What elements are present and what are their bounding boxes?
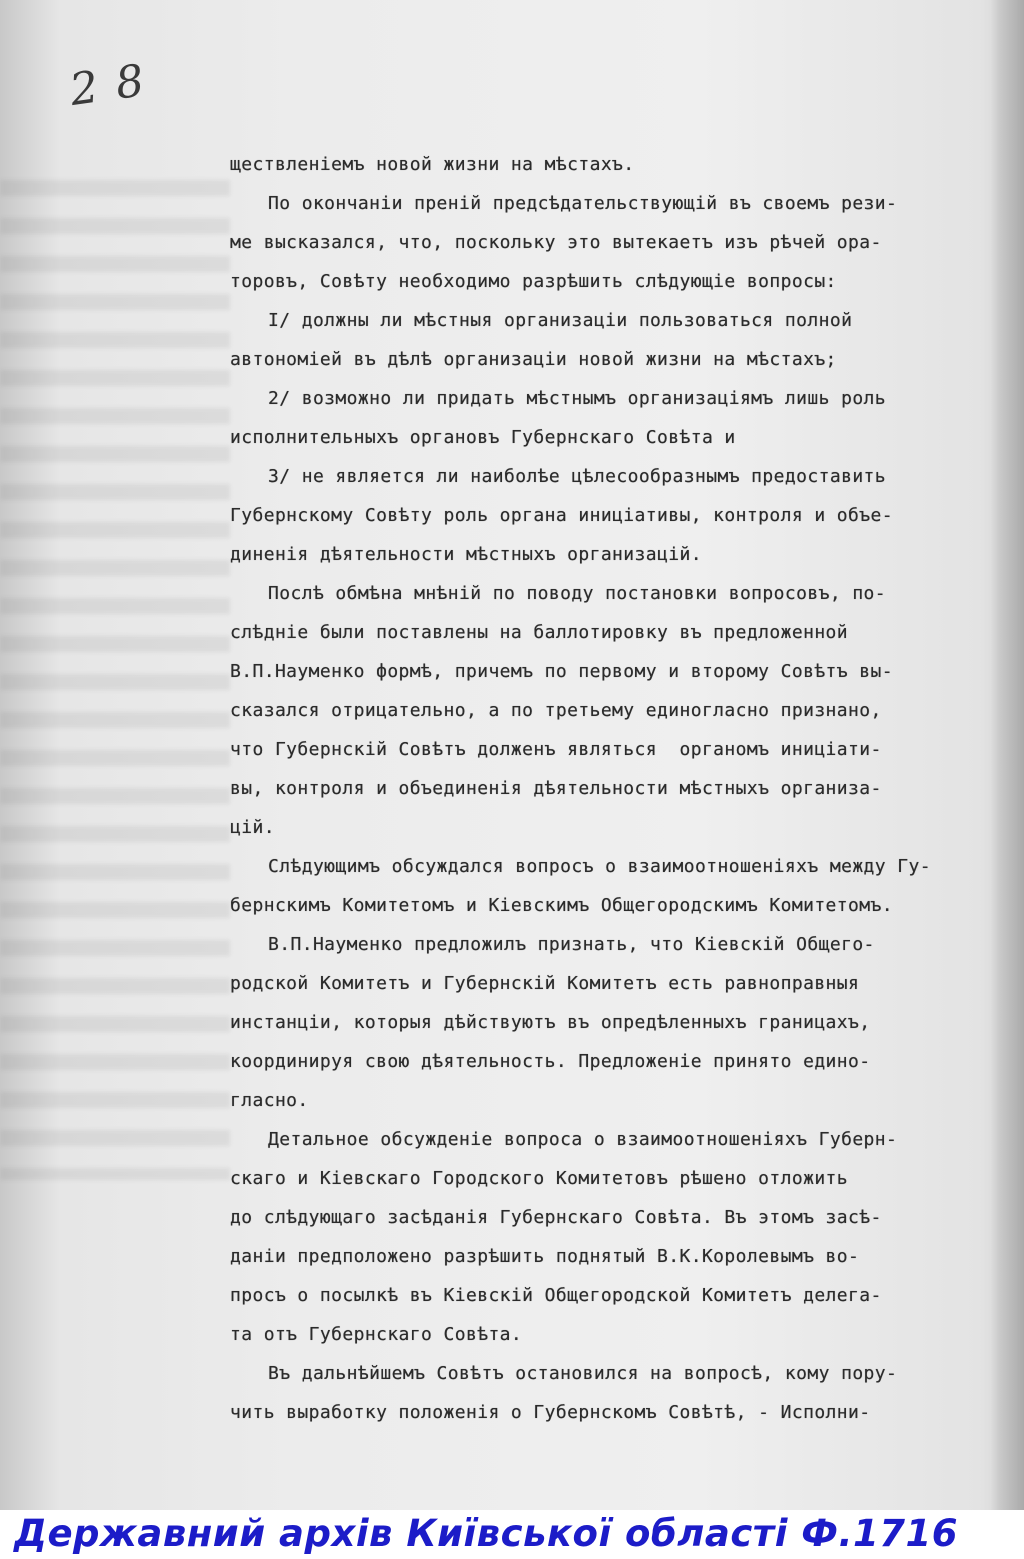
text-line: та отъ Губернскаго Совѣта. [230, 1324, 523, 1345]
text-line: 2/ возможно ли придать мѣстнымъ организаціямъ лишь роль [268, 388, 887, 409]
text-line: Послѣ обмѣна мнѣній по поводу постановки вопросовъ, по- [268, 583, 887, 604]
text-line: родской Комитетъ и Губернскій Комитетъ есть равноправныя [230, 973, 860, 994]
text-line: бернскимъ Комитетомъ и Кіевскимъ Общегородскимъ Комитетомъ. [230, 895, 893, 916]
text-line: 3/ не является ли наиболѣе цѣлесообразнымъ предоставить [268, 466, 887, 487]
text-line: скаго и Кіевскаго Городского Комитетовъ рѣшено отложить [230, 1168, 849, 1189]
text-line: І/ должны ли мѣстныя организаціи пользоваться полной [268, 310, 853, 331]
text-line: По окончаніи преній предсѣдательствующій въ своемъ рези- [268, 193, 898, 214]
text-line: инстанціи, которыя дѣйствуютъ въ опредѣленныхъ границахъ, [230, 1012, 871, 1033]
text-line: гласно. [230, 1090, 309, 1111]
text-line: ществленіемъ новой жизни на мѣстахъ. [230, 154, 635, 175]
text-line: ме высказался, что, поскольку это вытекаетъ изъ рѣчей ора- [230, 232, 882, 253]
text-line: просъ о посылкѣ въ Кіевскій Общегородской Комитетъ делега- [230, 1285, 882, 1306]
text-line: Въ дальнѣйшемъ Совѣтъ остановился на вопросѣ, кому пору- [268, 1363, 898, 1384]
text-line: диненія дѣятельности мѣстныхъ организацій. [230, 544, 702, 565]
folio-number: 2 8 [66, 54, 150, 117]
text-line: В.П.Науменко формѣ, причемъ по первому и второму Совѣтъ вы- [230, 661, 893, 682]
text-line: сказался отрицательно, а по третьему единогласно признано, [230, 700, 882, 721]
text-line: даніи предположено разрѣшить поднятый В.К.Королевымъ во- [230, 1246, 860, 1267]
text-line: что Губернскій Совѣтъ долженъ являться органомъ иниціати- [230, 739, 882, 760]
text-line: В.П.Науменко предложилъ признать, что Кіевскій Общего- [268, 934, 875, 955]
bleed-through-shadow [0, 180, 230, 1180]
text-line: чить выработку положенія о Губернскомъ Совѣтѣ, - Исполни- [230, 1402, 871, 1423]
text-line: координируя свою дѣятельность. Предложеніе принято едино- [230, 1051, 871, 1072]
text-line: исполнительныхъ органовъ Губернскаго Совѣта и [230, 427, 736, 448]
text-line: Слѣдующимъ обсуждался вопросъ о взаимоотношеніяхъ между Гу- [268, 856, 931, 877]
text-line: вы, контроля и объединенія дѣятельности мѣстныхъ организа- [230, 778, 882, 799]
text-line: цій. [230, 817, 275, 838]
archive-caption: Державний архів Київської області Ф.1716 [14, 1512, 959, 1555]
text-line: торовъ, Совѣту необходимо разрѣшить слѣдующіе вопросы: [230, 271, 837, 292]
text-line: до слѣдующаго засѣданія Губернскаго Совѣта. Въ этомъ засѣ- [230, 1207, 882, 1228]
text-line: Детальное обсужденіе вопроса о взаимоотношеніяхъ Губерн- [268, 1129, 898, 1150]
page-fold-shadow [990, 0, 1024, 1510]
text-line: автономіей въ дѣлѣ организаціи новой жизни на мѣстахъ; [230, 349, 837, 370]
text-line: слѣдніе были поставлены на баллотировку въ предложенной [230, 622, 849, 643]
text-line: Губернскому Совѣту роль органа иниціативы, контроля и объе- [230, 505, 893, 526]
